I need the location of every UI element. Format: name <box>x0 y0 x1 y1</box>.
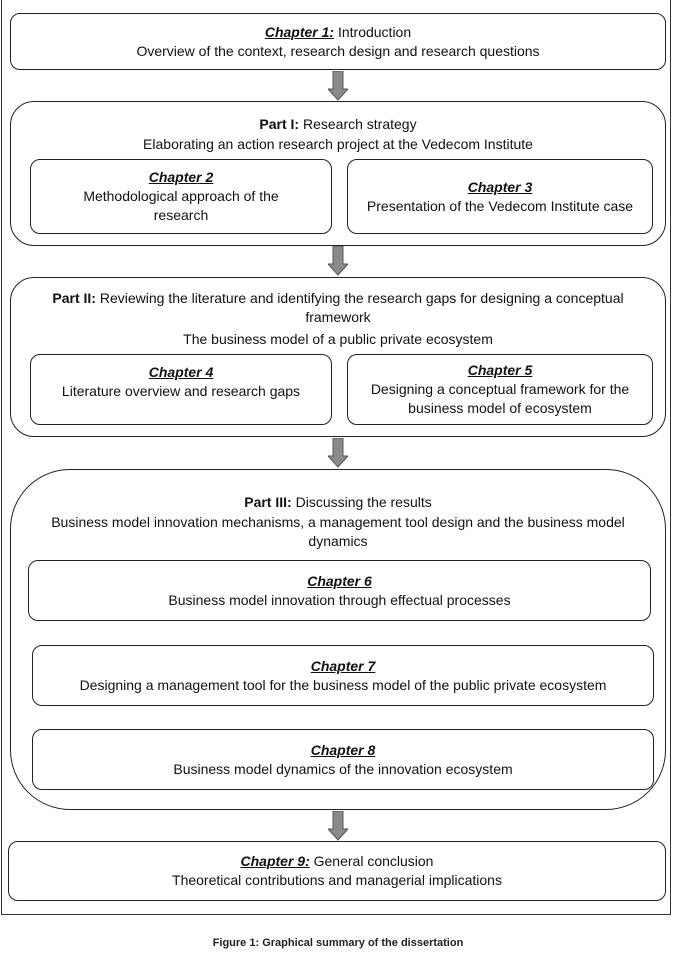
chapter-6-label: Chapter 6 <box>307 572 372 589</box>
chapter-8-box <box>32 729 654 790</box>
chapter-4-desc: Literature overview and research gaps <box>61 383 301 399</box>
chapter-5-box <box>347 354 653 425</box>
chapter-9-title: General conclusion <box>313 853 434 869</box>
chapter-1-title: Introduction <box>337 23 412 40</box>
chapter-6-box <box>28 560 651 621</box>
chapter-3-box <box>347 159 653 234</box>
part-2-subtitle: The business model of a public private ecosystem <box>183 331 493 347</box>
part-2-title: Reviewing the literature and identifying the research gaps for designing a conceptual framework <box>99 290 624 325</box>
figure-caption: Figure 1: Graphical summary of the dissertation <box>212 937 464 949</box>
chapter-9-box <box>8 841 666 901</box>
part-3-box <box>10 469 666 810</box>
chapter-8-label: Chapter 8 <box>310 741 376 758</box>
part-2-box <box>10 277 666 437</box>
chapter-9-desc: Theoretical contributions and managerial implications <box>172 872 502 888</box>
down-arrow-icon <box>328 71 348 101</box>
chapter-6-desc: Business model innovation through effectual processes <box>168 591 511 608</box>
chapter-9-label: Chapter 9: <box>240 853 310 869</box>
chapter-8-desc: Business model dynamics of the innovation ecosystem <box>173 760 513 777</box>
chapter-2-label: Chapter 2 <box>148 169 214 185</box>
down-arrow-icon <box>328 246 348 276</box>
chapter-2-desc: Methodological approach of the research <box>83 188 279 223</box>
chapter-1-box <box>10 13 666 70</box>
down-arrow-icon <box>328 438 348 468</box>
chapter-1-desc: Overview of the context, research design and research questions <box>136 42 540 59</box>
chapter-4-label: Chapter 4 <box>148 364 214 380</box>
chapter-5-label: Chapter 5 <box>467 362 533 378</box>
part-3-subtitle: Business model innovation mechanisms, a management tool design and the business model dynamics <box>51 514 625 549</box>
chapter-5-desc: Designing a conceptual framework for the business model of ecosystem <box>370 381 630 416</box>
part-1-title: Research strategy <box>302 116 417 132</box>
chapter-7-desc: Designing a management tool for the business model of the public private ecosystem <box>79 676 607 693</box>
part-3-label: Part III: <box>244 494 292 510</box>
part-1-box <box>10 101 666 246</box>
down-arrow-icon <box>328 811 348 841</box>
part-2-label: Part II: <box>52 290 96 306</box>
chapter-1-label: Chapter 1: <box>264 23 335 40</box>
chapter-4-box <box>30 354 332 425</box>
chapter-3-label: Chapter 3 <box>467 178 533 195</box>
chapter-3-desc: Presentation of the Vedecom Institute case <box>366 197 634 214</box>
part-3-title: Discussing the results <box>295 494 432 510</box>
part-1-label: Part I: <box>259 116 300 132</box>
part-1-subtitle: Elaborating an action research project at the Vedecom Institute <box>143 136 533 152</box>
chapter-7-box <box>32 645 654 706</box>
chapter-7-label: Chapter 7 <box>310 657 376 674</box>
chapter-2-box <box>30 159 332 234</box>
